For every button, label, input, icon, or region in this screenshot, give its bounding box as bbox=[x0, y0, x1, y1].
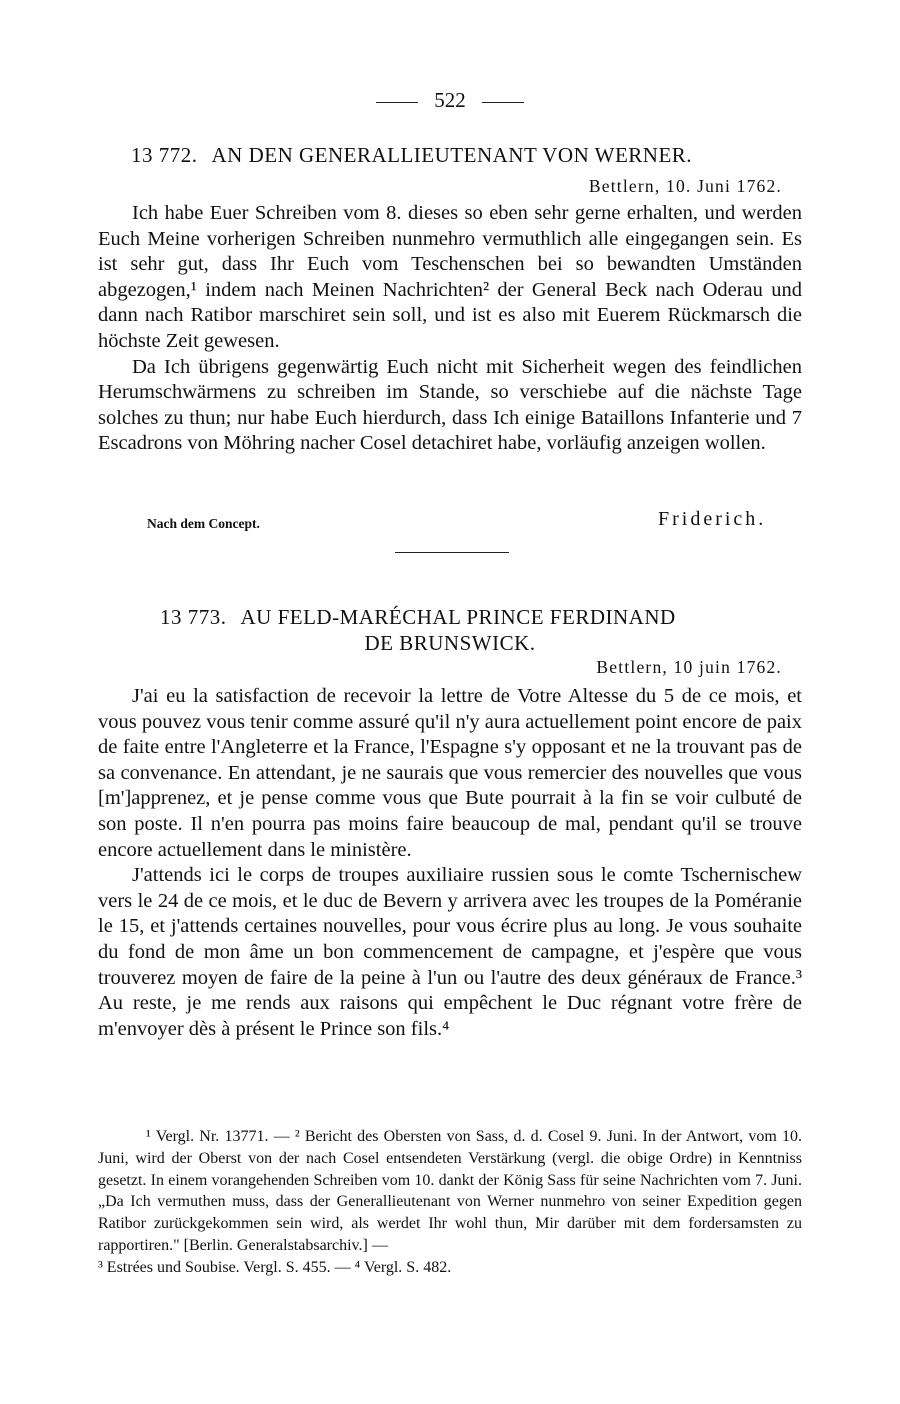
letter2-paragraph-1: J'ai eu la satisfaction de recevoir la lettre de Votre Altesse du 5 de ce mois, et vous pouvez vous tenir comme assuré qu'il n'y aura actuellement point encore de paix de faite entre l'Angleterre et la France, l'Espagne s'y opposant et ne la trouvant pas de sa convenance. En attendant, je ne saurais que vous remercier des nouvelles que vous [m']apprenez, et je pense comme vous que Bute pourrait à la fin se voir culbuté de son poste. Il n'en pourra pas moins faire beaucoup de mal, pendant qu'il se trouve encore actuellement dans le ministère. bbox=[98, 685, 802, 861]
footnote-block: ¹ Vergl. Nr. 13771. — ² Bericht des Obersten von Sass, d. d. Cosel 9. Juni. In der Antwort, vom 10. Juni, wird der Oberst von der nach Cosel entsendeten Verstärkung (vergl. die obige Ordre) in Kenntniss gesetzt. In einem vorangehenden Schreiben vom 10. dankt der König Sass für seine Nachrichten vom 7. Juni. „Da Ich vermuthen muss, dass der Generallieutenant von Werner nunmehro von seiner Expedition gegen Ratibor zurückgekommen sein wird, als werdet Ihr wohl thun, Mir darüber mit dem fordersamsten zu rapportiren." [Berlin. Generalstabsarchiv.] — bbox=[98, 1128, 802, 1254]
letter1-paragraph-2: Da Ich übrigens gegenwärtig Euch nicht mit Sicherheit wegen des feindlichen Herumschwärmens zu schreiben im Stande, so verschiebe auf die nächste Tage solches zu thun; nur habe Euch hierdurch, dass Ich einige Bataillons Infanterie und 7 Escadrons von Möhring nacher Cosel detachiret habe, vorläufig anzeigen wollen. bbox=[98, 355, 802, 455]
letter1-heading bbox=[131, 143, 692, 168]
header-rule-right bbox=[482, 102, 524, 103]
letter1-paragraph-1: Ich habe Euer Schreiben vom 8. dieses so eben sehr gerne erhalten, und werden Euch Meine vorherigen Schreiben nunmehro vermuthlich alle eingegangen sein. Es ist sehr gut, dass Ihr Euch vom Teschenschen bei so bewandten Umständen abgezogen,¹ indem nach Meinen Nachrichten² der General Beck nach Oderau und dann nach Ratibor marschiret sein soll, und ist es also mit Euerem Rückmarsch die höchste Zeit gewesen. bbox=[98, 202, 802, 352]
header-rule-left bbox=[376, 102, 418, 103]
letter2-number: 13 773. bbox=[160, 605, 227, 629]
footnotes bbox=[98, 1126, 802, 1279]
letter1-signature: Friderich. bbox=[658, 508, 767, 530]
letter1-dateline: Bettlern, 10. Juni 1762. bbox=[588, 176, 782, 196]
letter1-body bbox=[98, 201, 802, 457]
page-header bbox=[0, 88, 900, 113]
letter1-title: AN DEN GENERALLIEUTENANT VON WERNER. bbox=[211, 143, 693, 167]
letter2-dateline: Bettlern, 10 juin 1762. bbox=[596, 657, 782, 677]
letter2-title-line1: AU FELD-MARÉCHAL PRINCE FERDINAND bbox=[240, 605, 676, 629]
letter1-source-note: Nach dem Concept. bbox=[147, 516, 260, 531]
letter2-paragraph-2: J'attends ici le corps de troupes auxiliaire russien sous le comte Tschernischew vers le 24 de ce mois, et le duc de Bevern y arrivera avec les troupes de la Poméranie le 15, et j'attends certaines nouvelles, pour vous écrire plus au long. Je vous souhaite du fond de mon âme un bon commencement de campagne, et j'espère que vous trouverez moyen de faire de la peine à l'un ou l'autre des deux généraux de France.³ Au reste, je me rends aux raisons qui empêchent le Duc régnant votre frère de m'envoyer dès à présent le Prince son fils.⁴ bbox=[98, 864, 802, 1040]
letter2-heading bbox=[160, 605, 676, 630]
letter1-number: 13 772. bbox=[131, 143, 198, 167]
letter2-body bbox=[98, 684, 802, 1042]
letter2-title-line2: DE BRUNSWICK. bbox=[364, 631, 536, 655]
section-separator bbox=[395, 552, 509, 553]
page-number: 522 bbox=[434, 88, 466, 112]
footnote-last-line: ³ Estrées und Soubise. Vergl. S. 455. — ⁴ Vergl. S. 482. bbox=[98, 1258, 452, 1276]
